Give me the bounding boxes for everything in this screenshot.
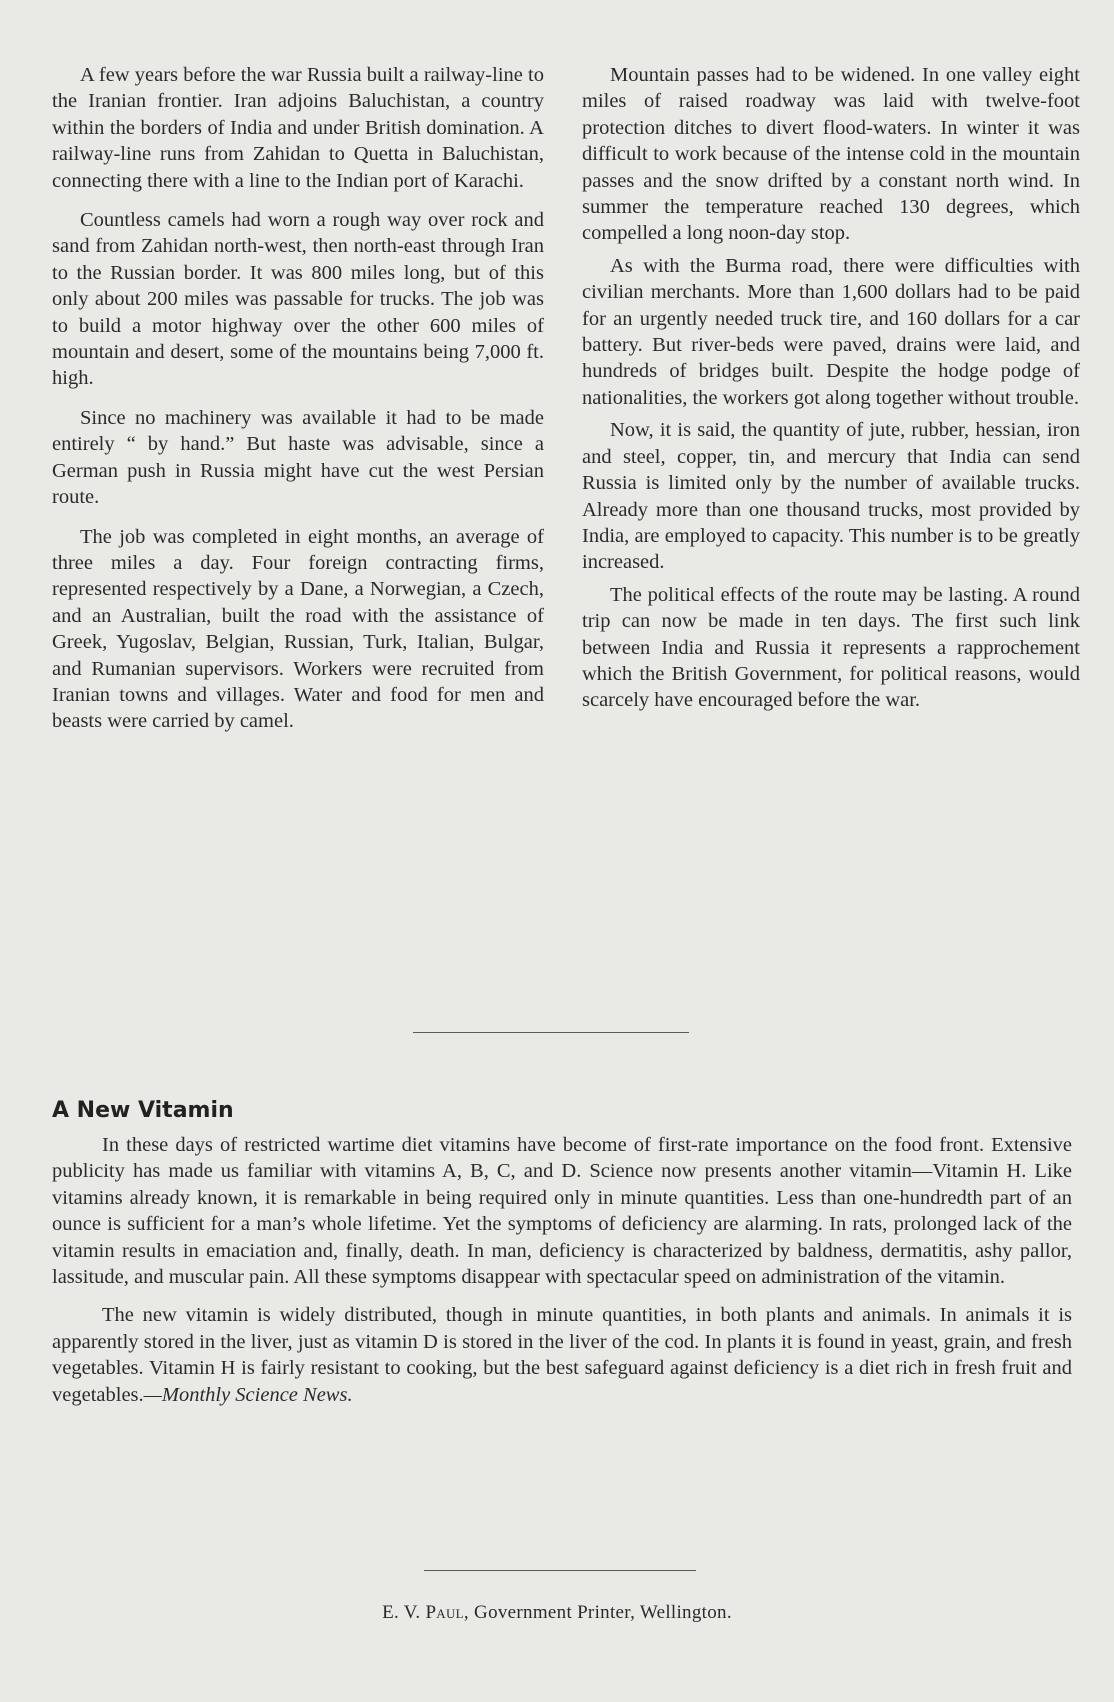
paragraph: As with the Burma road, there were difficulties with civilian merchants. More than 1,600 dollars had to be paid for an urgently needed truck tire, and 160 dollars for a car battery. But river-beds were paved, drains were laid, and hundreds of bridges built. Despite the hodge podge of nationalities, the workers got along together without trouble. bbox=[582, 254, 1080, 409]
vitamin-section bbox=[52, 1096, 1072, 1408]
paragraph: Countless camels had worn a rough way over rock and sand from Zahidan north-west, then north-east through Iran to the Russian border. It was 800 miles long, but of this only about 200 miles was passable for trucks. The job was to build a motor highway over the other 600 miles of mountain and desert, some of the mountains being 7,000 ft. high. bbox=[52, 209, 544, 390]
end-divider bbox=[424, 1570, 696, 1571]
source-citation: —Monthly Science News. bbox=[143, 1383, 353, 1406]
paragraph: The political effects of the route may be lasting. A round trip can now be made in ten days. The first such link between India and Russia it represents a rapprochement which the British Government, for political reasons, would scarcely have encouraged before the war. bbox=[582, 583, 1080, 712]
right-column bbox=[582, 62, 1080, 735]
section-heading: A New Vitamin bbox=[52, 1098, 234, 1123]
printer-name: E. V. Paul, bbox=[382, 1602, 469, 1623]
paragraph: In these days of restricted wartime diet vitamins have become of first-rate importance on the food front. Extensive publicity has made us familiar with vitamins A, B, C, and D. Science now presents another vitamin—Vitamin H. Like vitamins already known, it is remarkable in being required only in minute quantities. Less than one-hundredth part of an ounce is sufficient for a man’s whole lifetime. Yet the symptoms of deficiency are alarming. In rats, prolonged lack of the vitamin results in emaciation and, finally, death. In man, deficiency is characterized by baldness, dermatitis, ashy pallor, lassitude, and muscular pain. All these symptoms disappear with spectacular speed on administration of the vitamin. bbox=[52, 1134, 1072, 1289]
paragraph-text: The new vitamin is widely distributed, though in minute quantities, in both plants and animals. In animals it is apparently stored in the liver, just as vitamin D is stored in the liver of the cod. In plants it is found in yeast, grain, and fresh vegetables. Vitamin H is fairly resistant to cooking, but the best safeguard against deficiency is a diet rich in fresh fruit and vegetables. bbox=[52, 1304, 1072, 1406]
paragraph bbox=[52, 1302, 1072, 1408]
paragraph: Now, it is said, the quantity of jute, rubber, hessian, iron and steel, copper, tin, and mercury that India can send Russia is limited only by the number of available trucks. Already more than one thousand trucks, most provided by India, are employed to capacity. This number is to be greatly increased. bbox=[582, 419, 1080, 574]
printer-title: Government Printer, Wellington. bbox=[474, 1602, 732, 1623]
paragraph: Since no machinery was available it had to be made entirely “ by hand.” But haste was advisable, since a German push in Russia might have cut the west Persian route. bbox=[52, 406, 544, 509]
article-columns bbox=[52, 62, 1080, 735]
paragraph: Mountain passes had to be widened. In one valley eight miles of raised roadway was laid with twelve-foot protection ditches to divert flood-waters. In winter it was difficult to work because of the intense cold in the mountain passes and the snow drifted by a constant north wind. In summer the temperature reached 130 degrees, which compelled a long noon-day stop. bbox=[582, 64, 1080, 245]
section-divider bbox=[413, 1032, 689, 1033]
paragraph: The job was completed in eight months, an average of three miles a day. Four foreign contracting firms, represented respectively by a Dane, a Norwegian, a Czech, and an Australian, built the road with the assistance of Greek, Yugoslav, Belgian, Russian, Turk, Italian, Bulgar, and Rumanian supervisors. Workers were recruited from Iranian towns and villages. Water and food for men and beasts were carried by camel. bbox=[52, 525, 544, 733]
printer-imprint bbox=[0, 1601, 1114, 1625]
paragraph: A few years before the war Russia built a railway-line to the Iranian frontier. Iran adjoins Baluchistan, a country within the borders of India and under British domination. A railway-line runs from Zahidan to Quetta in Baluchistan, connecting there with a line to the Indian port of Karachi. bbox=[52, 64, 544, 192]
left-column bbox=[52, 62, 544, 735]
